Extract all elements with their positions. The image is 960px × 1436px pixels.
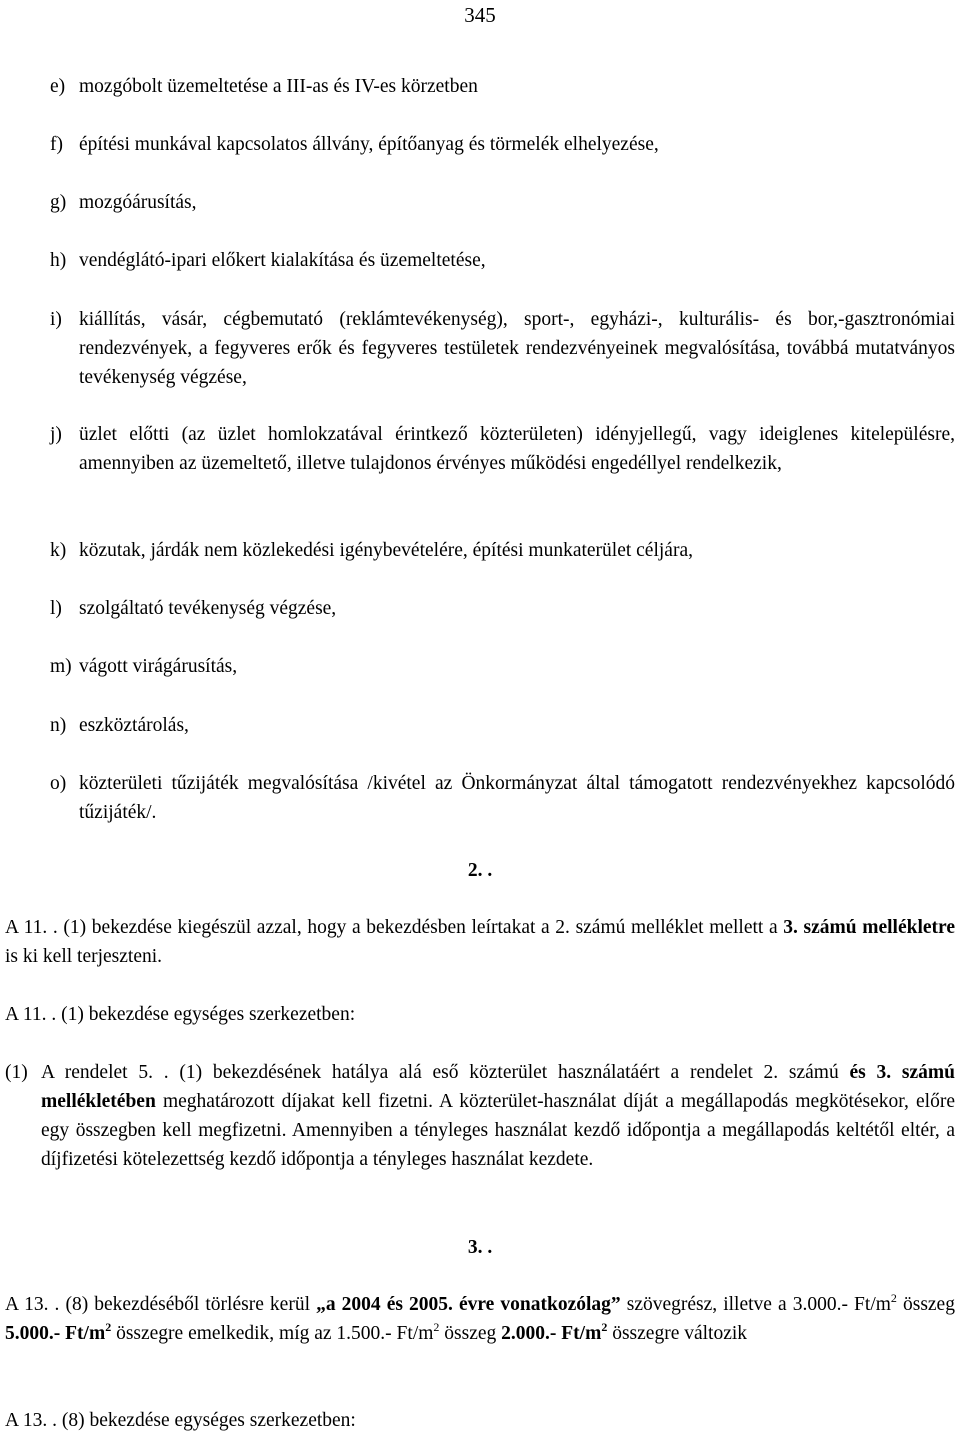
list-text: mozgóárusítás,	[79, 192, 197, 213]
paragraph-text: összegre változik	[607, 1323, 748, 1344]
list-letter: f)	[50, 134, 63, 155]
list-letter: m)	[50, 656, 72, 677]
paragraph-body	[41, 1058, 955, 1174]
list-letter: h)	[50, 250, 67, 271]
paragraph-text: összeg	[439, 1323, 502, 1344]
section-heading-3: 3. .	[467, 1237, 493, 1258]
list-item-e	[50, 72, 955, 101]
list-text: vágott virágárusítás,	[79, 656, 238, 677]
list-item-n	[50, 711, 955, 740]
list-letter: k)	[50, 540, 67, 561]
list-letter: j)	[50, 424, 62, 445]
bold-quote: „a 2004 és 2005. évre vonatkozólag”	[316, 1294, 621, 1315]
list-item-g	[50, 188, 955, 217]
list-text: szolgáltató tevékenység végzése,	[79, 598, 337, 619]
paragraph-text: is ki kell terjeszteni.	[5, 946, 163, 967]
list-text: mozgóbolt üzemeltetése a III-as és IV-es körzetben	[79, 76, 478, 97]
list-item-k	[50, 536, 955, 565]
list-text: kiállítás, vásár, cégbemutató (reklámtevékenység), sport-, egyházi-, kulturális- és bor,-gasztronómiai rendezvények, a fegyveres erők és fegyveres testületek rendezvényeinek megvalósítása, továbbá mutatványos tevékenység végzése,	[79, 309, 955, 388]
superscript: 2	[601, 1320, 608, 1334]
list-item-i	[50, 305, 955, 392]
paragraph-text: A 13. . (8) bekezdéséből törlésre kerül	[5, 1294, 317, 1315]
bold-text: 3. számú mellékletre	[783, 917, 955, 938]
amendment-paragraph-3	[5, 1290, 955, 1348]
consolidated-paragraph	[5, 1058, 955, 1174]
list-text: építési munkával kapcsolatos állvány, építőanyag és törmelék elhelyezése,	[79, 134, 659, 155]
list-text: üzlet előtti (az üzlet homlokzatával érintkező közterületen) idényjellegű, vagy ideiglenes kitelepülésre, amennyiben az üzemeltető, illetve tulajdonos érvényes működési engedéllyel rendelkezik,	[79, 424, 955, 474]
list-letter: g)	[50, 192, 67, 213]
section-heading-2: 2. .	[467, 860, 493, 881]
list-item-l	[50, 594, 955, 623]
list-letter: o)	[50, 773, 67, 794]
list-letter: n)	[50, 715, 67, 736]
bold-amount	[5, 1320, 112, 1344]
list-letter: l)	[50, 598, 62, 619]
bold-text: 2.000.- Ft/m	[501, 1323, 602, 1344]
superscript: 2	[105, 1320, 112, 1334]
list-item-j	[50, 420, 955, 478]
bold-text: és 3. számú mellékletében	[41, 1062, 956, 1112]
paragraph-text: összeg	[896, 1294, 955, 1315]
list-letter: i)	[50, 309, 62, 330]
list-text: közutak, járdák nem közlekedési igénybevételére, építési munkaterület céljára,	[79, 540, 693, 561]
list-text: vendéglátó-ipari előkert kialakítása és üzemeltetése,	[79, 250, 486, 271]
paragraph-label: (1)	[5, 1062, 28, 1083]
list-item-o	[50, 769, 955, 827]
consolidated-intro-3: A 13. . (8) bekezdése egységes szerkezetben:	[5, 1410, 356, 1431]
page-number: 345	[464, 3, 496, 27]
paragraph-text: szövegrész, illetve a 3.000.- Ft/m	[620, 1294, 891, 1315]
list-letter: e)	[50, 76, 66, 97]
bold-amount	[501, 1320, 608, 1344]
list-item-m	[50, 652, 955, 681]
bold-text: 5.000.- Ft/m	[5, 1323, 106, 1344]
amendment-paragraph	[5, 913, 955, 971]
paragraph-text: meghatározott díjakat kell fizetni. A közterület-használat díját a megállapodás megkötésekor, előre egy összegben kell megfizetni. Amennyiben a tényleges használat kezdő időpontja a megállapodás keltétől eltér, a díjfizetési kötelezettség kezdő időpontja a tényleges használat kezdete.	[41, 1091, 955, 1170]
list-item-h	[50, 246, 955, 275]
consolidated-intro: A 11. . (1) bekezdése egységes szerkezetben:	[5, 1004, 356, 1025]
paragraph-text: A rendelet 5. . (1) bekezdésének hatálya alá eső közterület használatáért a rendelet 2. számú	[41, 1062, 850, 1083]
list-text: közterületi tűzijáték megvalósítása /kivétel az Önkormányzat által támogatott rendezvényekhez kapcsolódó tűzijáték/.	[79, 773, 955, 823]
paragraph-text: A 11. . (1) bekezdése kiegészül azzal, hogy a bekezdésben leírtakat a 2. számú melléklet mellett a	[5, 917, 784, 938]
list-item-f	[50, 130, 955, 159]
superscript: 2	[890, 1291, 897, 1305]
superscript: 2	[433, 1320, 440, 1334]
paragraph-text: összegre emelkedik, míg az 1.500.- Ft/m	[111, 1323, 434, 1344]
list-text: eszköztárolás,	[79, 715, 189, 736]
